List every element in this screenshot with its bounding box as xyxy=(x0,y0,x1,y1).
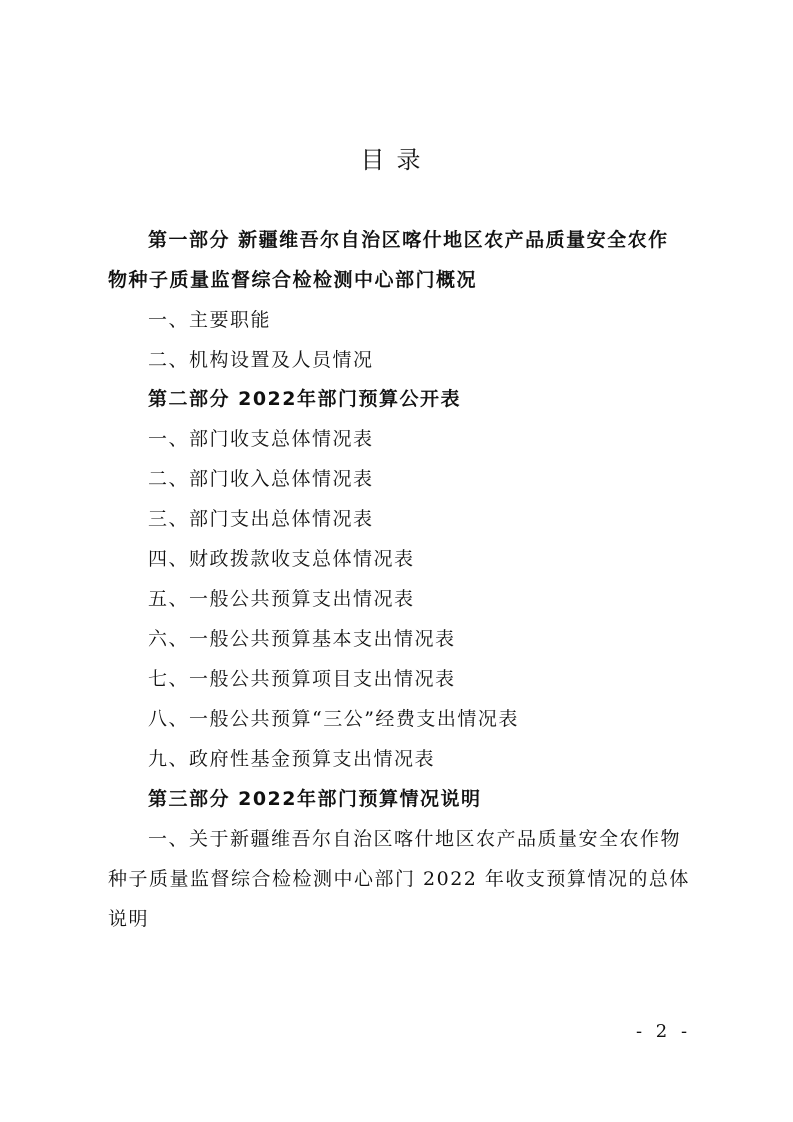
toc-item: 五、一般公共预算支出情况表 xyxy=(148,588,415,610)
toc-item-line1: 一、关于新疆维吾尔自治区喀什地区农产品质量安全农作物 xyxy=(148,828,682,850)
toc-item: 三、部门支出总体情况表 xyxy=(148,508,374,530)
toc-item: 七、一般公共预算项目支出情况表 xyxy=(148,668,456,690)
toc-item: 一、主要职能 xyxy=(148,309,272,331)
part1-heading-line1: 第一部分 新疆维吾尔自治区喀什地区农产品质量安全农作 xyxy=(148,229,669,251)
toc-item-line2: 种子质量监督综合检检测中心部门 2022 年收支预算情况的总体 xyxy=(108,868,690,890)
part3-heading: 第三部分 2022年部门预算情况说明 xyxy=(148,788,482,810)
part2-heading: 第二部分 2022年部门预算公开表 xyxy=(148,388,461,410)
toc-item: 二、部门收入总体情况表 xyxy=(148,468,374,490)
toc-item: 四、财政拨款收支总体情况表 xyxy=(148,548,415,570)
page-number: - 2 - xyxy=(636,1021,692,1042)
toc-item: 九、政府性基金预算支出情况表 xyxy=(148,748,436,770)
toc-item: 二、机构设置及人员情况 xyxy=(148,349,374,371)
toc-title: 目录 xyxy=(360,146,433,174)
toc-item: 八、一般公共预算“三公”经费支出情况表 xyxy=(148,708,519,730)
toc-item: 一、部门收支总体情况表 xyxy=(148,428,374,450)
toc-item: 六、一般公共预算基本支出情况表 xyxy=(148,628,456,650)
toc-item-line3: 说明 xyxy=(108,908,150,930)
part1-heading-line2: 物种子质量监督综合检检测中心部门概况 xyxy=(108,269,478,291)
